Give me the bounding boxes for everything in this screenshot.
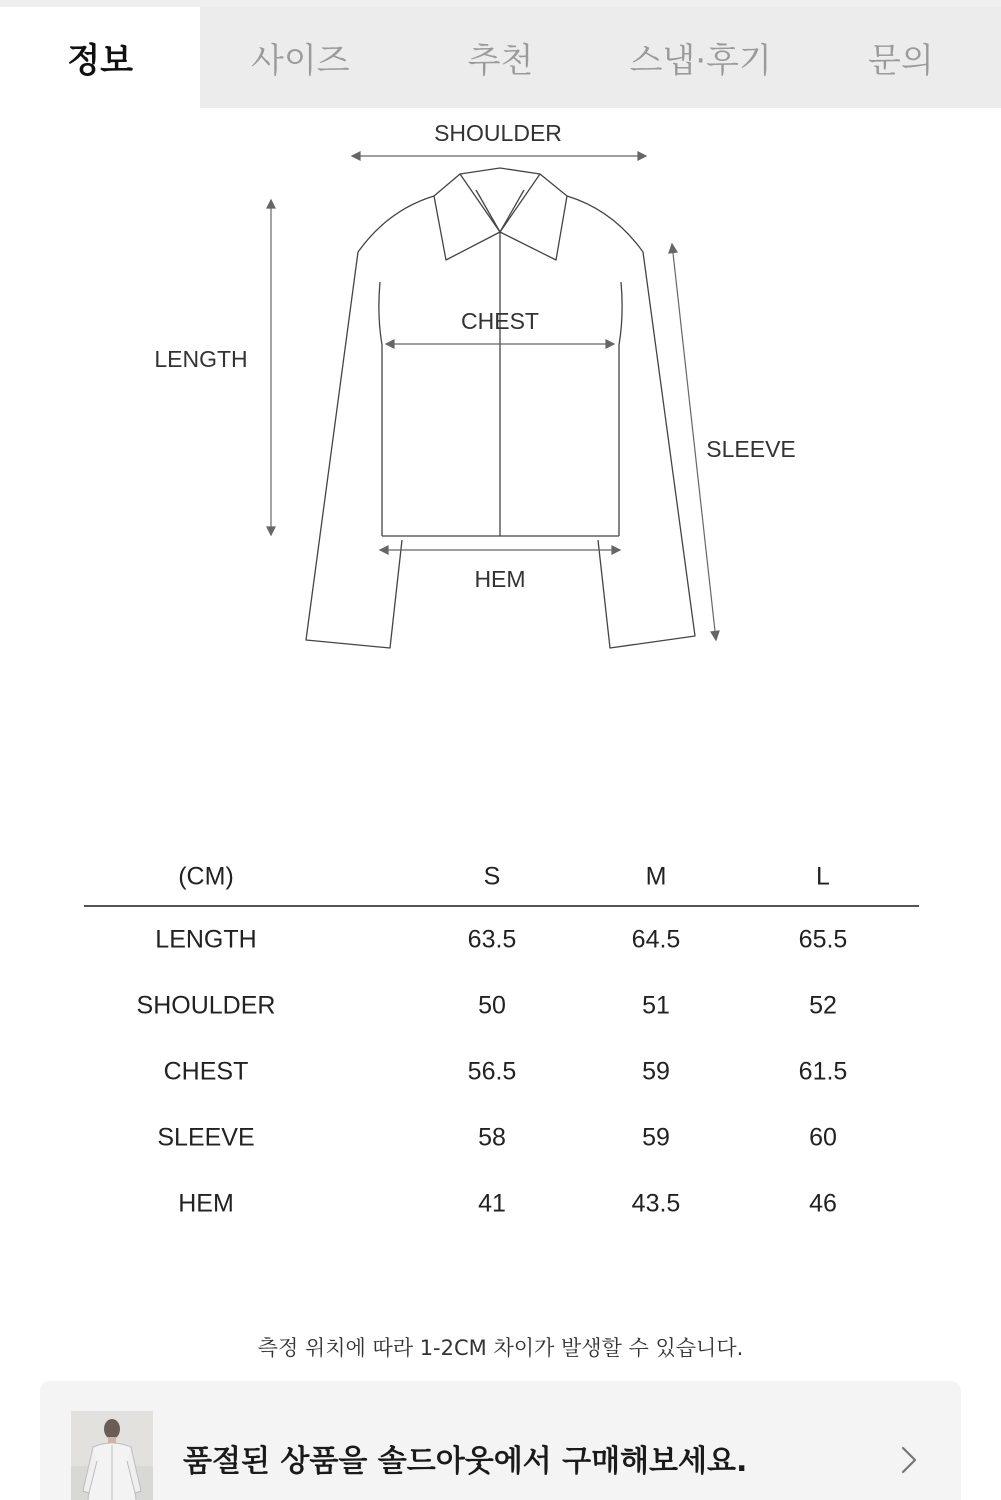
row-label: SHOULDER xyxy=(136,991,276,1020)
value-m: 43.5 xyxy=(631,1189,681,1218)
size-table xyxy=(84,845,919,1237)
value-s: 58 xyxy=(478,1123,506,1152)
table-row xyxy=(84,907,919,973)
value-s: 56.5 xyxy=(467,1057,517,1086)
table-row xyxy=(84,1039,919,1105)
tab-recommend[interactable]: 추천 xyxy=(400,7,600,108)
size-table-header xyxy=(84,845,919,907)
row-label: CHEST xyxy=(163,1057,249,1086)
value-m: 59 xyxy=(642,1123,670,1152)
value-s: 50 xyxy=(478,991,506,1020)
table-row xyxy=(84,973,919,1039)
size-s-header: S xyxy=(483,862,501,891)
chevron-right-icon xyxy=(898,1445,920,1475)
measurement-note: 측정 위치에 따라 1-2CM 차이가 발생할 수 있습니다. xyxy=(257,1336,744,1360)
size-diagram xyxy=(0,108,1001,708)
top-strip xyxy=(0,0,1001,7)
tab-size[interactable]: 사이즈 xyxy=(200,7,400,108)
value-l: 65.5 xyxy=(798,925,848,954)
soldout-banner[interactable] xyxy=(40,1381,961,1500)
tab-inquiry[interactable]: 문의 xyxy=(801,7,1001,108)
row-label: LENGTH xyxy=(155,925,257,954)
value-l: 61.5 xyxy=(798,1057,848,1086)
tab-info[interactable]: 정보 xyxy=(0,7,200,108)
value-s: 63.5 xyxy=(467,925,517,954)
value-l: 52 xyxy=(809,991,837,1020)
product-thumbnail xyxy=(71,1411,153,1500)
value-m: 59 xyxy=(642,1057,670,1086)
size-l-header: L xyxy=(816,862,830,891)
table-row xyxy=(84,1171,919,1237)
unit-label: (CM) xyxy=(178,862,234,891)
shoulder-label: SHOULDER xyxy=(434,120,562,146)
value-l: 60 xyxy=(809,1123,837,1152)
value-l: 46 xyxy=(809,1189,837,1218)
table-row xyxy=(84,1105,919,1171)
banner-text: 품절된 상품을 솔드아웃에서 구매해보세요. xyxy=(183,1444,748,1479)
tab-bar xyxy=(0,7,1001,108)
value-m: 51 xyxy=(642,991,670,1020)
row-label: HEM xyxy=(178,1189,234,1218)
tab-snap-review[interactable]: 스냅·후기 xyxy=(601,7,801,108)
value-m: 64.5 xyxy=(631,925,681,954)
sleeve-label: SLEEVE xyxy=(706,436,796,462)
hem-label: HEM xyxy=(474,566,526,592)
value-s: 41 xyxy=(478,1189,506,1218)
chest-label: CHEST xyxy=(461,308,539,334)
length-label: LENGTH xyxy=(154,346,248,372)
size-m-header: M xyxy=(645,862,667,891)
jacket-diagram xyxy=(0,108,1001,708)
row-label: SLEEVE xyxy=(157,1123,255,1152)
